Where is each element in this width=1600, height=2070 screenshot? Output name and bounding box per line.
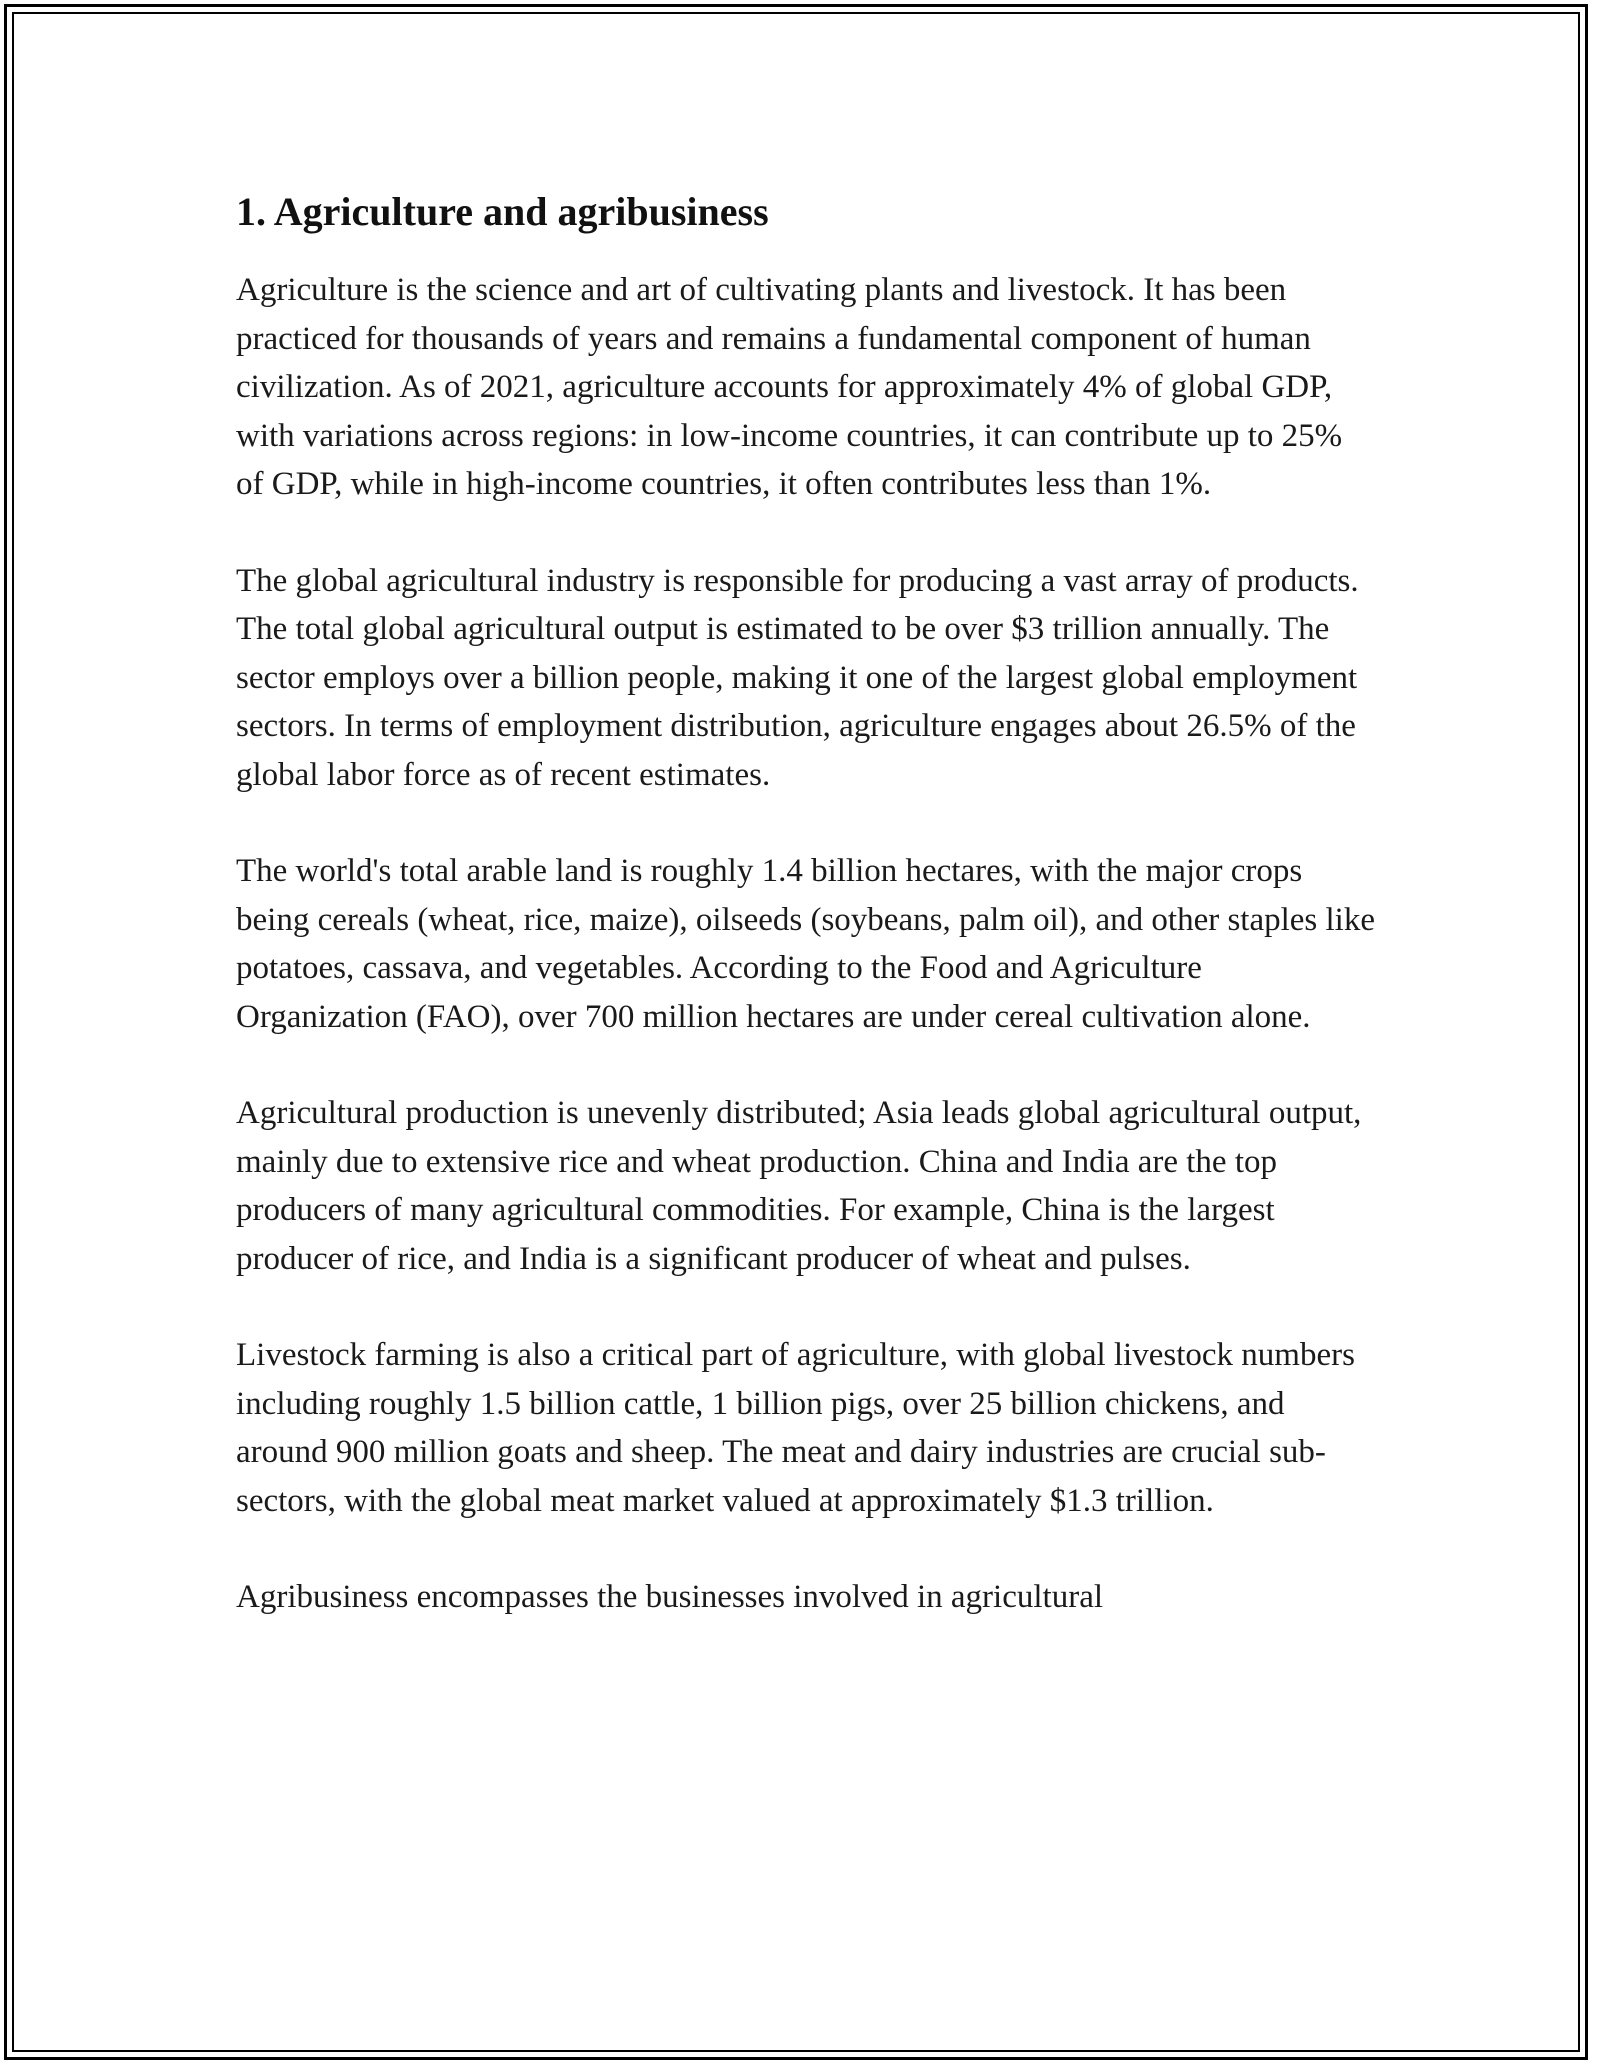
paragraph-agriculture-overview: Agriculture is the science and art of cultivating plants and livestock. It has been practiced for thousands of years and remains a fundamental component of human civilization. As of 2021, agriculture accounts for approximately 4% of global GDP, with variations across regions: in low-income countries, it can contribute up to 25% of GDP, while in high-income countries, it often contributes less than 1%. <box>236 272 1343 502</box>
paragraph-production-distribution: Agricultural production is unevenly distributed; Asia leads global agricultural output, mainly due to extensive rice and wheat production. China and India are the top producers of many agricultural commodities. For example, China is the largest producer of rice, and India is a significant producer of wheat and pulses. <box>236 1095 1362 1277</box>
paragraph-agribusiness: Agribusiness encompasses the businesses involved in agricultural <box>236 1579 1104 1615</box>
paragraph-global-industry: The global agricultural industry is responsible for producing a vast array of products. The total global agricultural output is estimated to be over $3 trillion annually. The sector employs over a billion people, making it one of the largest global employment sectors. In terms of employment distribution, agriculture engages about 26.5% of the global labor force as of recent estimates. <box>236 562 1359 793</box>
paragraph-livestock: Livestock farming is also a critical part of agriculture, with global livestock numbers including roughly 1.5 billion cattle, 1 billion pigs, over 25 billion chickens, and around 900 million goats and sheep. The meat and dairy industries are crucial sub-sectors, with the global meat market valued at approximately $1.3 trillion. <box>236 1337 1355 1519</box>
document-body <box>236 186 1376 1670</box>
section-heading: 1. Agriculture and agribusiness <box>236 189 769 234</box>
paragraph-arable-land: The world's total arable land is roughly 1.4 billion hectares, with the major crops being cereals (wheat, rice, maize), oilseeds (soybeans, palm oil), and other staples like potatoes, cassava, and vegetables. According to the Food and Agriculture Organization (FAO), over 700 million hectares are under cereal cultivation alone. <box>236 853 1375 1035</box>
